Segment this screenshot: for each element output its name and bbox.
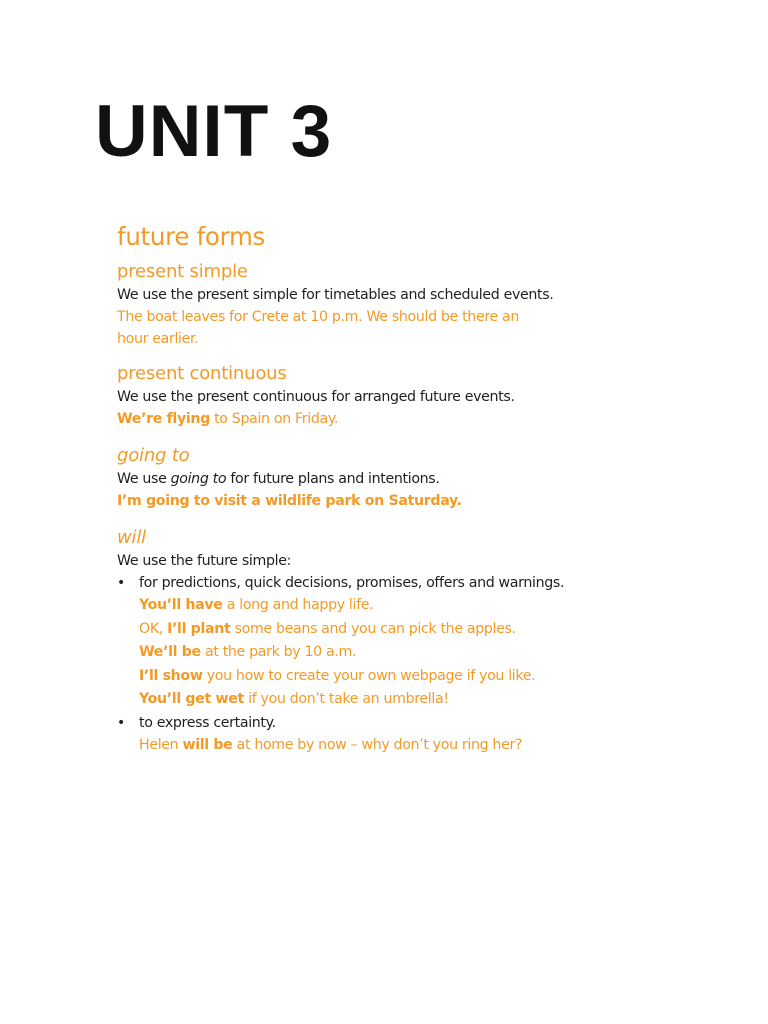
unit-title: UNIT 3 bbox=[95, 91, 333, 172]
example-rest: you how to create your own webpage if you like. bbox=[202, 667, 536, 684]
bullet-icon: • bbox=[117, 714, 126, 731]
example-rest: at the park by 10 a.m. bbox=[200, 644, 357, 660]
example-lead: Helen bbox=[139, 736, 183, 753]
example-bold: You’ll have bbox=[139, 597, 223, 613]
bullet-text: for predictions, quick decisions, promises, offers and warnings. bbox=[139, 575, 565, 591]
bullet-text: to express certainty. bbox=[139, 714, 276, 731]
example-bold: I’ll plant bbox=[167, 620, 231, 637]
example-present-continuous bbox=[117, 408, 587, 430]
rule-text: for future plans and intentions. bbox=[226, 471, 440, 487]
example-rest: to Spain on Friday. bbox=[209, 411, 338, 427]
rule-will: We use the future simple: bbox=[117, 553, 292, 569]
example-bold: will be bbox=[182, 736, 233, 753]
example-will-5 bbox=[117, 688, 587, 712]
example-present-simple bbox=[117, 306, 587, 350]
rule-going-to bbox=[117, 468, 587, 490]
example-present-simple-line1: The boat leaves for Crete at 10 p.m. We should be there an bbox=[117, 309, 520, 325]
rule-italic: going to bbox=[170, 471, 227, 487]
example-rest: some beans and you can pick the apples. bbox=[230, 620, 516, 637]
example-will-3 bbox=[117, 641, 587, 665]
example-will-4 bbox=[117, 665, 587, 689]
main-heading: future forms bbox=[117, 222, 265, 251]
heading-present-simple: present simple bbox=[117, 261, 248, 282]
heading-will: will bbox=[117, 527, 146, 548]
heading-going-to: going to bbox=[117, 445, 190, 466]
example-bold: I’ll show bbox=[139, 667, 203, 684]
example-lead: OK, bbox=[139, 620, 168, 637]
example-bold: We’re flying bbox=[117, 411, 210, 427]
example-will-certainty bbox=[117, 734, 587, 758]
rule-text: We use bbox=[117, 471, 171, 487]
example-will-1 bbox=[117, 594, 587, 618]
bullet-certainty bbox=[117, 712, 587, 734]
bullet-predictions bbox=[117, 572, 587, 594]
example-rest: at home by now – why don’t you ring her? bbox=[232, 736, 523, 753]
example-bold: We’ll be bbox=[139, 644, 201, 660]
example-rest: if you don’t take an umbrella! bbox=[243, 691, 449, 707]
example-bold: I’m going to visit a wildlife park on Saturday. bbox=[117, 493, 462, 509]
example-bold: You’ll get wet bbox=[139, 691, 244, 707]
rule-present-simple: We use the present simple for timetables and scheduled events. bbox=[117, 287, 554, 303]
example-rest: a long and happy life. bbox=[222, 597, 374, 613]
heading-present-continuous: present continuous bbox=[117, 363, 287, 384]
example-will-2 bbox=[117, 618, 587, 642]
bullet-icon: • bbox=[117, 575, 126, 591]
example-going-to bbox=[117, 490, 587, 512]
rule-present-continuous: We use the present continuous for arranged future events. bbox=[117, 389, 515, 405]
example-present-simple-line2: hour earlier. bbox=[117, 331, 199, 347]
grammar-content bbox=[117, 222, 587, 757]
